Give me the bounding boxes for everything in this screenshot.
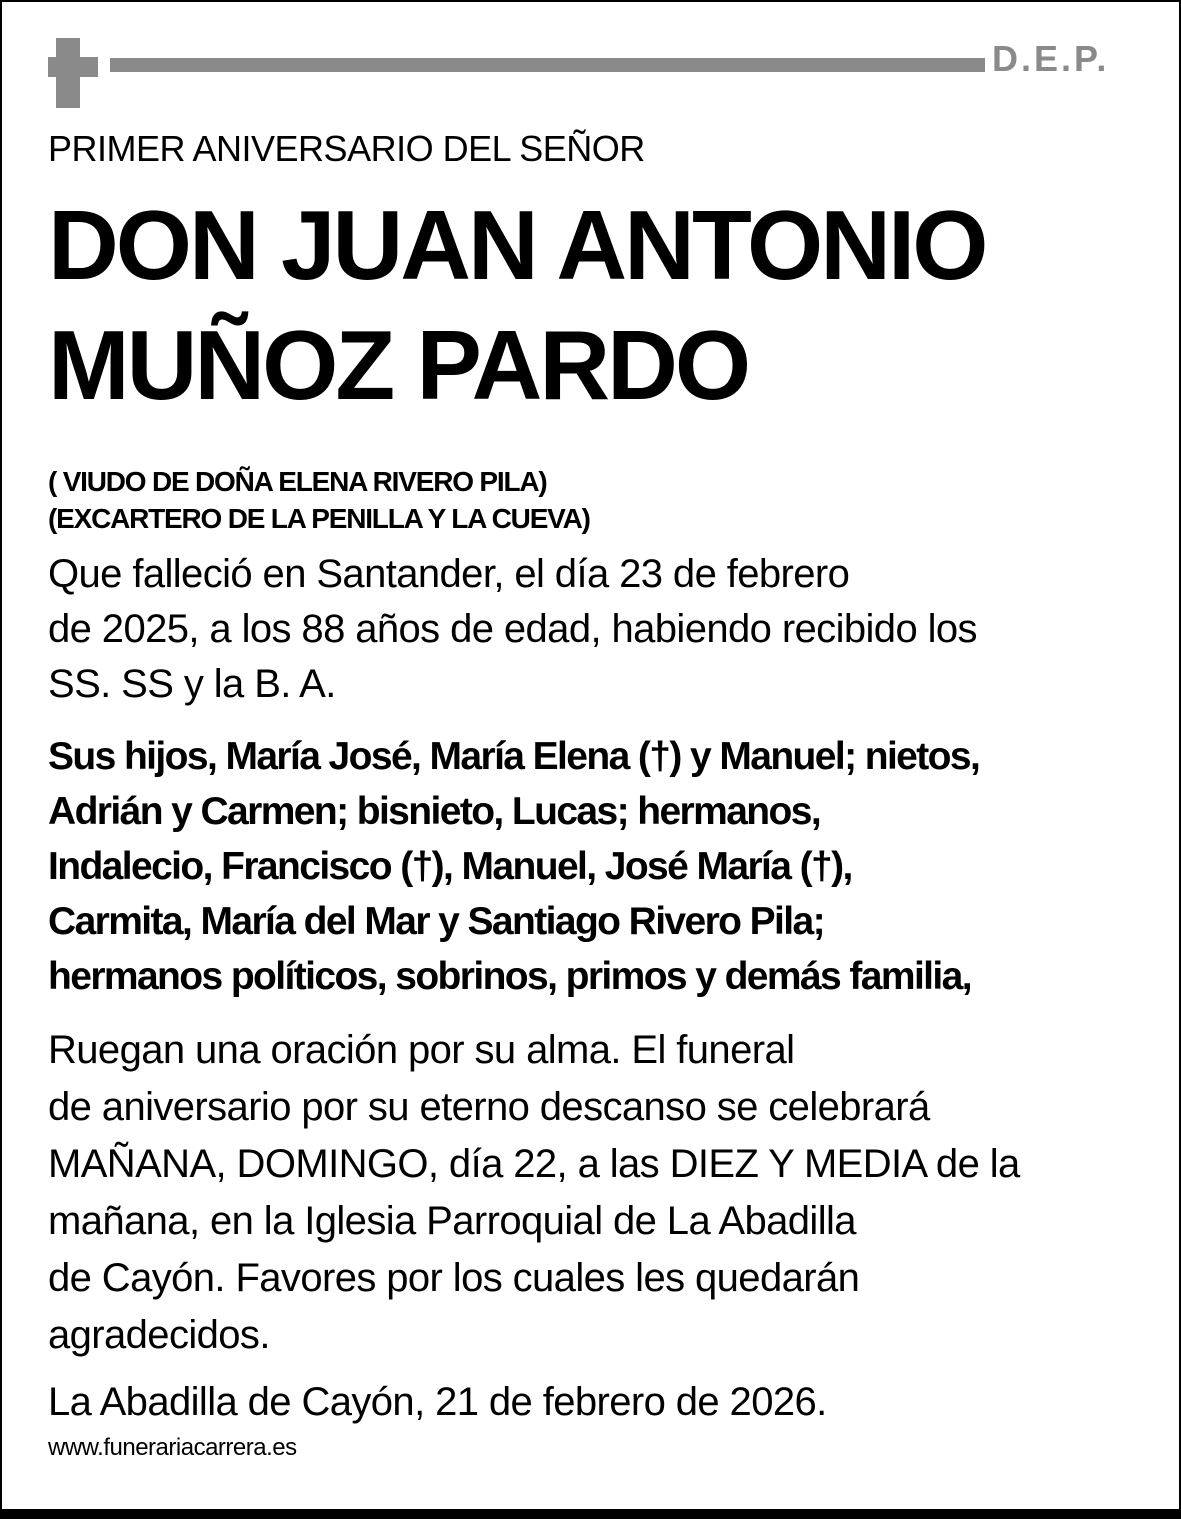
family-line: Sus hijos, María José, María Elena (†) y Manuel; nietos,: [48, 735, 980, 778]
death-line: Que falleció en Santander, el día 23 de febrero: [48, 552, 850, 596]
family-line: hermanos políticos, sobrinos, primos y demás familia,: [48, 955, 971, 998]
subtitle-line: ( VIUDO DE DOÑA ELENA RIVERO PILA): [48, 466, 547, 497]
family-line: Adrián y Carmen; bisnieto, Lucas; hermanos,: [48, 790, 821, 833]
deceased-name-line: DON JUAN ANTONIO: [48, 190, 986, 300]
pretitle: PRIMER ANIVERSARIO DEL SEÑOR: [48, 128, 645, 169]
service-line: Ruegan una oración por su alma. El funeral: [48, 1028, 795, 1072]
death-line: de 2025, a los 88 años de edad, habiendo recibido los: [48, 607, 977, 651]
service-line: mañana, en la Iglesia Parroquial de La Abadilla: [48, 1199, 856, 1243]
service-line: de Cayón. Favores por los cuales les quedarán: [48, 1256, 860, 1300]
website-link[interactable]: www.funerariacarrera.es: [48, 1434, 297, 1461]
subtitle-line: (EXCARTERO DE LA PENILLA Y LA CUEVA): [48, 503, 590, 534]
service-line: agradecidos.: [48, 1313, 270, 1357]
header-rule: [110, 58, 985, 72]
family-line: Carmita, María del Mar y Santiago Rivero Pila;: [48, 900, 825, 943]
place-date: La Abadilla de Cayón, 21 de febrero de 2026.: [48, 1380, 827, 1424]
deceased-name-line: MUÑOZ PARDO: [48, 310, 749, 420]
bottom-bar: [0, 1509, 1181, 1519]
service-line: MAÑANA, DOMINGO, día 22, a las DIEZ Y MEDIA de la: [48, 1142, 1020, 1186]
family-line: Indalecio, Francisco (†), Manuel, José María (†),: [48, 845, 852, 888]
dep-label: D.E.P.: [992, 38, 1110, 79]
cross-icon-arm: [48, 57, 98, 77]
service-line: de aniversario por su eterno descanso se celebrará: [48, 1085, 930, 1129]
death-line: SS. SS y la B. A.: [48, 662, 336, 706]
